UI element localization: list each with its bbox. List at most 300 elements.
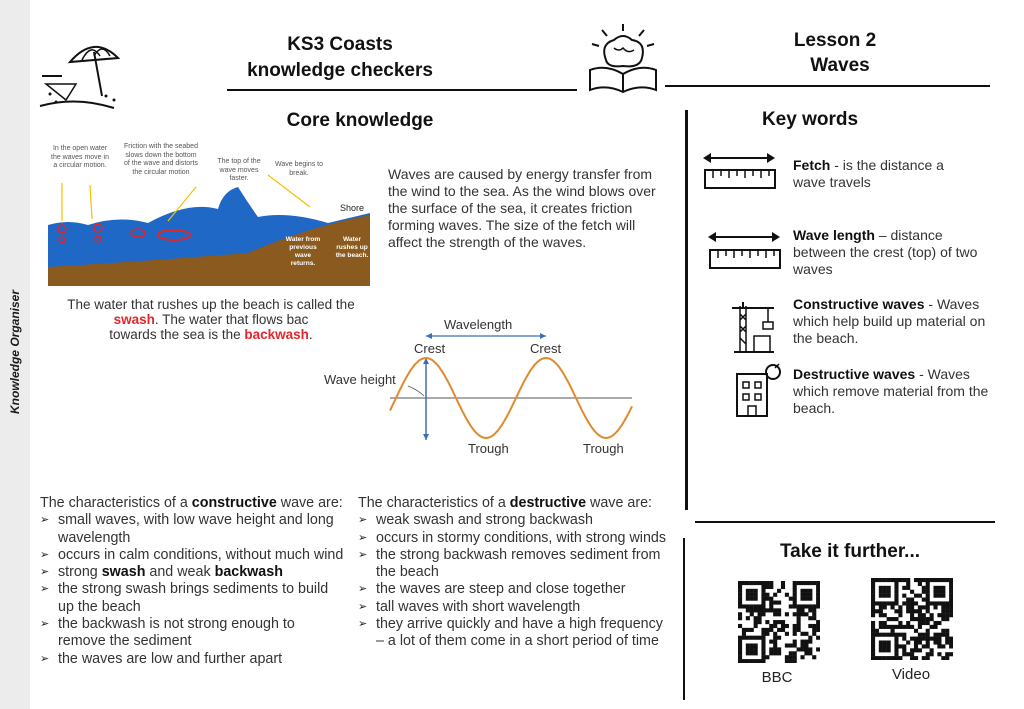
qr-module [754,624,758,628]
qr-module [812,655,816,659]
qr-module [906,586,910,590]
qr-module [789,651,793,655]
qr-module [933,625,937,629]
list-item: ➢ occurs in stormy conditions, with strong winds [358,530,674,547]
qr-module [808,581,812,585]
intro-paragraph: Waves are caused by energy transfer from the wind to the sea. As the wind blows over the surface of the sea, it creates friction forming waves. The size of the fetch will affect the strength of the waves. [388,166,656,250]
qr-module [875,629,879,633]
qr-module [918,613,922,617]
list-item: ➢ they arrive quickly and have a high frequency – a lot of them come in a short period of time [358,616,674,651]
qr-module [937,644,941,648]
qr-module [883,625,887,629]
qr-module [887,617,891,621]
qr-module [808,593,812,597]
qr-module [949,652,953,656]
qr-module [887,633,891,637]
qr-module [781,620,785,624]
qr-module [926,586,930,590]
header-rule-left [227,89,577,91]
qr-module [793,643,797,647]
qr-module [738,647,742,651]
qr-module [742,636,746,640]
qr-module [797,608,801,612]
qr-module [875,578,879,582]
qr-module [894,601,898,605]
qr-module [937,601,941,605]
qr-module [898,644,902,648]
qr-module [898,609,902,613]
qr-module [902,601,906,605]
qr-module [926,656,930,660]
crest-right-label: Crest [530,341,562,356]
qr-module [754,651,758,655]
qr-module [769,604,773,608]
qr-module [933,621,937,625]
qr-module [898,625,902,629]
qr-module [804,612,808,616]
qr-module [937,578,941,582]
qr-module [746,581,750,585]
qr-module [914,594,918,598]
caption-swash: swash [113,312,155,327]
qr-module [906,578,910,582]
qr-module [926,594,930,598]
crane-construction-icon [730,300,776,354]
qr-module [808,636,812,640]
qr-module [918,582,922,586]
qr-module [800,589,804,593]
qr-module [761,636,765,640]
qr-module [930,578,934,582]
qr-module [785,593,789,597]
qr-module [777,651,781,655]
qr-module [914,637,918,641]
qr-module [906,621,910,625]
qr-module [758,636,762,640]
qr-module [914,617,918,621]
qr-module [750,628,754,632]
qr-module [746,659,750,663]
qr-module [765,585,769,589]
qr-module [926,644,930,648]
qr-module [898,578,902,582]
qr-module [937,637,941,641]
qr-module [941,586,945,590]
qr-module [879,601,883,605]
qr-module [804,632,808,636]
qr-module [875,633,879,637]
qr-module [793,593,797,597]
shore-label: Shore [340,203,365,213]
qr-module [910,605,914,609]
qr-module [738,655,742,659]
wave-anatomy-diagram [320,312,640,462]
qr-module [922,656,926,660]
qr-module [738,616,742,620]
qr-module [887,644,891,648]
qr-module [758,659,762,663]
qr-module [922,644,926,648]
qr-module [930,652,934,656]
further-heading: Take it further... [779,541,921,562]
qr-module [926,609,930,613]
qr-module [812,581,816,585]
qr-module [773,651,777,655]
qr-module [785,655,789,659]
qr-module [871,637,875,641]
qr-module [754,597,758,601]
qr-module [887,590,891,594]
qr-module [761,593,765,597]
qr-module [891,578,895,582]
qr-module [941,644,945,648]
qr-module [765,581,769,585]
qr-module [785,632,789,636]
qr-module [812,632,816,636]
qr-module [902,644,906,648]
qr-module [808,640,812,644]
qr-module [945,609,949,613]
qr-module [871,590,875,594]
qr-module [797,647,801,651]
qr-module [918,594,922,598]
key-word-destructive: Destructive waves - Waves which remove material from the beach. [793,366,989,416]
qr-module [816,597,820,601]
qr-module [800,581,804,585]
qr-module [769,601,773,605]
qr-label-bbc: BBC [761,669,793,686]
qr-module [761,612,765,616]
qr-module [945,601,949,605]
qr-module [746,651,750,655]
wavelength-label: Wavelength [444,317,513,332]
qr-module [871,578,875,582]
qr-module [769,597,773,601]
qr-module [754,581,758,585]
qr-module [800,593,804,597]
qr-module [922,621,926,625]
qr-module [879,644,883,648]
constructive-bold: constructive [191,495,277,511]
constructive-list [40,512,345,668]
qr-module [793,624,797,628]
qr-module [797,581,801,585]
qr-module [910,601,914,605]
qr-module [750,636,754,640]
qr-module [906,605,910,609]
sidebar-label: Knowledge Organiser [8,289,22,415]
qr-module [906,598,910,602]
qr-module [883,590,887,594]
further-rule [695,521,995,523]
qr-module [910,656,914,660]
qr-module [926,652,930,656]
qr-module [750,608,754,612]
qr-module [750,612,754,616]
caption-text-2: . The water that flows bac [154,312,309,327]
qr-module [738,585,742,589]
qr-module [738,581,742,585]
qr-module [926,617,930,621]
qr-module [738,624,742,628]
qr-module [894,578,898,582]
qr-module [879,609,883,613]
qr-module [941,656,945,660]
qr-module [894,609,898,613]
trough-right-label: Trough [583,441,624,456]
qr-module [761,597,765,601]
qr-module [800,632,804,636]
qr-module [926,640,930,644]
diagram-note-2: Friction with the seabed slows down the bottom of the wave and distorts the circular motion [124,143,198,176]
qr-module [894,633,898,637]
qr-module [777,601,781,605]
qr-module [894,640,898,644]
qr-module [804,643,808,647]
qr-module [926,621,930,625]
qr-module [879,590,883,594]
qr-module [754,659,758,663]
qr-module [933,578,937,582]
qr-module [871,648,875,652]
qr-module [754,589,758,593]
qr-module [937,621,941,625]
qr-module [758,616,762,620]
qr-module [906,652,910,656]
list-item: ➢ the waves are low and further apart [40,651,345,668]
qr-module [754,604,758,608]
list-item: ➢ weak swash and strong backwash [358,512,674,529]
qr-module [793,601,797,605]
qr-module [879,625,883,629]
qr-module [789,597,793,601]
qr-module [914,648,918,652]
qr-module [945,637,949,641]
qr-module [887,640,891,644]
qr-module [746,647,750,651]
qr-module [765,593,769,597]
qr-module [894,637,898,641]
qr-module [781,624,785,628]
qr-module [891,629,895,633]
qr-module [738,604,742,608]
qr-module [789,655,793,659]
title-line1: KS3 Coasts [287,34,393,55]
qr-module [746,604,750,608]
qr-module [930,637,934,641]
qr-module [761,628,765,632]
qr-module [816,620,820,624]
qr-module [804,593,808,597]
qr-module [926,633,930,637]
qr-module [773,624,777,628]
qr-module [949,578,953,582]
qr-module [793,655,797,659]
caption-text-1: The water that rushes up the beach is called the [67,297,355,312]
qr-module [793,651,797,655]
qr-module [910,652,914,656]
destructive-bold: destructive [509,495,587,511]
qr-module [887,656,891,660]
qr-module [879,594,883,598]
qr-module [761,659,765,663]
qr-module [781,628,785,632]
list-item: ➢ small waves, with low wave height and long wavelength [40,512,345,547]
qr-module [816,624,820,628]
qr-module [871,652,875,656]
qr-module [761,604,765,608]
qr-module [922,637,926,641]
qr-module [906,625,910,629]
qr-module [742,659,746,663]
qr-module [894,625,898,629]
qr-code-icon[interactable] [738,581,820,663]
qr-module [758,604,762,608]
qr-module [910,648,914,652]
qr-module [773,601,777,605]
qr-module [894,586,898,590]
qr-module [949,644,953,648]
qr-module [883,648,887,652]
qr-module [910,625,914,629]
qr-module [910,637,914,641]
qr-module [922,633,926,637]
qr-module [933,605,937,609]
qr-module [785,643,789,647]
qr-module [738,643,742,647]
key-words-heading: Key words [761,109,859,130]
qr-module [941,613,945,617]
qr-module [871,598,875,602]
qr-module [769,651,773,655]
qr-module [887,625,891,629]
qr-module [738,597,742,601]
qr-module [902,625,906,629]
qr-module [883,644,887,648]
qr-module [891,617,895,621]
brain-book-icon [586,22,660,94]
qr-module [773,640,777,644]
qr-module [804,647,808,651]
qr-module [871,609,875,613]
qr-module [793,585,797,589]
qr-module [922,613,926,617]
qr-module [937,590,941,594]
qr-module [922,617,926,621]
qr-module [746,643,750,647]
qr-module [918,625,922,629]
qr-module [922,586,926,590]
qr-module [746,597,750,601]
qr-module [941,609,945,613]
qr-module [933,640,937,644]
qr-module [808,589,812,593]
qr-module [937,586,941,590]
qr-module [777,620,781,624]
qr-module [812,628,816,632]
qr-module [808,647,812,651]
qr-module [871,601,875,605]
qr-module [789,659,793,663]
qr-module [949,613,953,617]
qr-module [765,597,769,601]
qr-module [785,612,789,616]
qr-module [816,581,820,585]
qr-module [871,605,875,609]
qr-module [785,659,789,663]
qr-module [902,578,906,582]
qr-module [804,651,808,655]
qr-module [871,613,875,617]
qr-module [765,620,769,624]
qr-module [937,652,941,656]
swash-note: Water rushes up the beach. [335,236,369,259]
qr-module [742,581,746,585]
qr-module [738,640,742,644]
qr-module [875,601,879,605]
qr-module [773,632,777,636]
qr-module [742,628,746,632]
destructive-list [358,512,674,650]
qr-module [933,586,937,590]
qr-module [887,601,891,605]
qr-module [750,597,754,601]
qr-code-icon[interactable] [871,578,953,660]
qr-module [793,612,797,616]
qr-module [816,636,820,640]
qr-module [804,640,808,644]
qr-module [812,608,816,612]
qr-module [769,647,773,651]
list-item: ➢ the waves are steep and close together [358,581,674,598]
qr-module [891,656,895,660]
qr-module [754,643,758,647]
qr-module [883,613,887,617]
qr-module [922,598,926,602]
qr-module [926,629,930,633]
qr-module [773,608,777,612]
core-heading: Core knowledge [286,110,434,131]
qr-module [800,612,804,616]
caption-backwash: backwash [244,327,309,342]
qr-module [875,656,879,660]
qr-module [812,624,816,628]
qr-module [769,640,773,644]
qr-module [758,608,762,612]
qr-module [765,608,769,612]
qr-module [738,612,742,616]
qr-module [808,608,812,612]
qr-module [754,616,758,620]
qr-module [926,598,930,602]
qr-module [765,655,769,659]
qr-module [746,593,750,597]
qr-module [738,651,742,655]
qr-module [918,648,922,652]
qr-module [945,617,949,621]
qr-module [941,594,945,598]
qr-module [949,601,953,605]
qr-module [883,656,887,660]
list-item: ➢ the strong backwash removes sediment from the beach [358,547,674,582]
list-item: ➢ the backwash is not strong enough to remove the sediment [40,616,345,651]
qr-module [758,612,762,616]
qr-module [812,612,816,616]
caption-text-4: . [308,327,313,342]
qr-module [926,578,930,582]
qr-module [816,585,820,589]
key-word-constructive: Constructive waves - Waves which help build up material on the beach. [793,296,986,346]
